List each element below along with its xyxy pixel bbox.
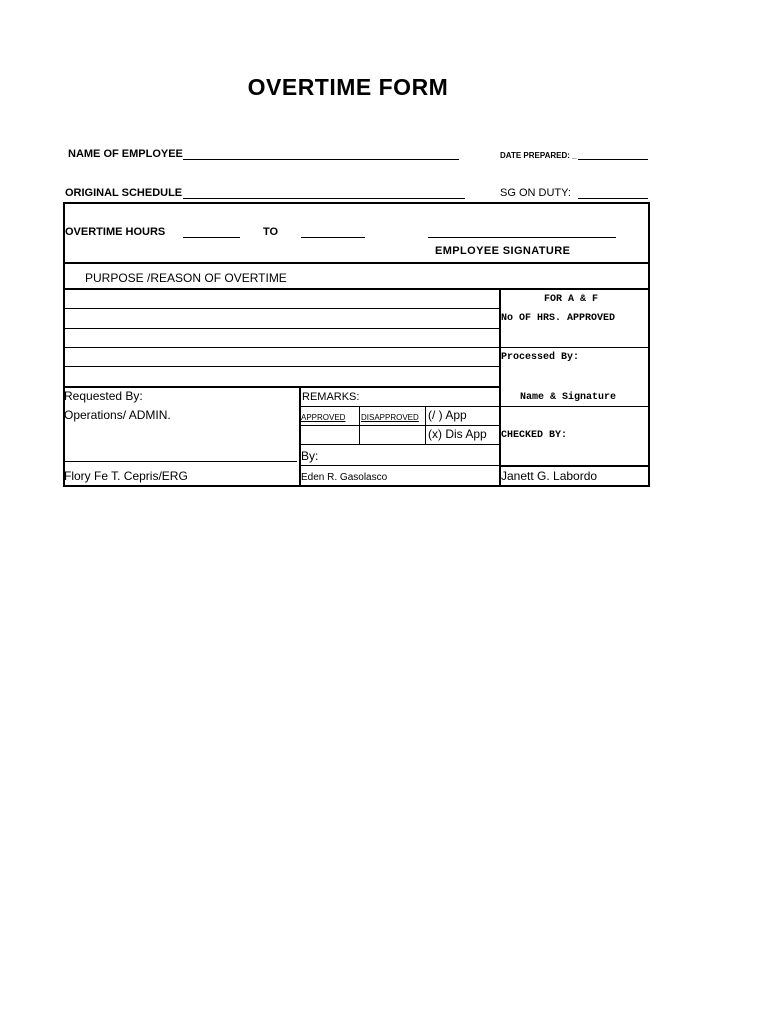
original-schedule-label: ORIGINAL SCHEDULE — [65, 187, 183, 199]
purpose-line[interactable] — [63, 366, 500, 367]
divider — [63, 288, 650, 290]
date-prepared-line[interactable] — [578, 159, 648, 160]
divider — [500, 347, 650, 348]
overtime-to-line[interactable] — [301, 237, 365, 238]
overtime-from-line[interactable] — [183, 237, 240, 238]
processed-by-label: Processed By: — [501, 352, 580, 363]
purpose-line[interactable] — [63, 308, 500, 309]
approved-label: APPROVED — [301, 413, 346, 422]
divider — [300, 465, 500, 466]
requested-name: Flory Fe T. Cepris/ERG — [64, 469, 188, 483]
to-label: TO — [263, 226, 279, 238]
divider — [63, 262, 650, 264]
name-of-employee-label: NAME OF EMPLOYEE — [68, 148, 183, 160]
requested-by-label: Requested By: — [64, 389, 143, 403]
divider — [500, 465, 650, 467]
original-schedule-line[interactable] — [183, 198, 465, 199]
sg-on-duty-label: SG ON DUTY: — [500, 187, 571, 199]
by-name: Eden R. Gasolasco — [301, 472, 388, 483]
divider — [300, 444, 500, 445]
approved-checkbox-cell[interactable] — [301, 426, 358, 444]
purpose-label: PURPOSE /REASON OF OVERTIME — [85, 271, 287, 285]
disapproved-checkbox-cell[interactable] — [361, 426, 424, 444]
name-signature-label: Name & Signature — [520, 392, 617, 403]
by-label: By: — [301, 449, 319, 463]
checked-by-label: CHECKED BY: — [501, 430, 568, 441]
divider — [500, 406, 650, 407]
date-prepared-label: DATE PREPARED: _ — [500, 151, 577, 160]
overtime-hours-label: OVERTIME HOURS — [65, 226, 166, 238]
remarks-label: REMARKS: — [302, 391, 360, 403]
sg-on-duty-line[interactable] — [578, 198, 648, 199]
purpose-line[interactable] — [63, 347, 500, 348]
purpose-line[interactable] — [63, 328, 500, 329]
divider — [300, 406, 500, 407]
divider — [63, 386, 500, 388]
app-legend: (/ ) App — [428, 408, 467, 422]
requested-signature-line[interactable] — [64, 461, 297, 462]
employee-signature-line[interactable] — [428, 237, 616, 238]
dis-app-legend: (x) Dis App — [428, 427, 487, 441]
name-of-employee-line[interactable] — [183, 159, 459, 160]
hrs-approved-label: No OF HRS. APPROVED — [501, 313, 616, 324]
disapproved-label: DISAPPROVED — [361, 413, 419, 422]
requested-dept: Operations/ ADMIN. — [64, 408, 171, 422]
for-af-label: FOR A & F — [544, 294, 599, 305]
form-title: OVERTIME FORM — [247, 74, 449, 100]
employee-signature-label: EMPLOYEE SIGNATURE — [435, 245, 571, 257]
checker-name: Janett G. Labordo — [501, 469, 598, 483]
